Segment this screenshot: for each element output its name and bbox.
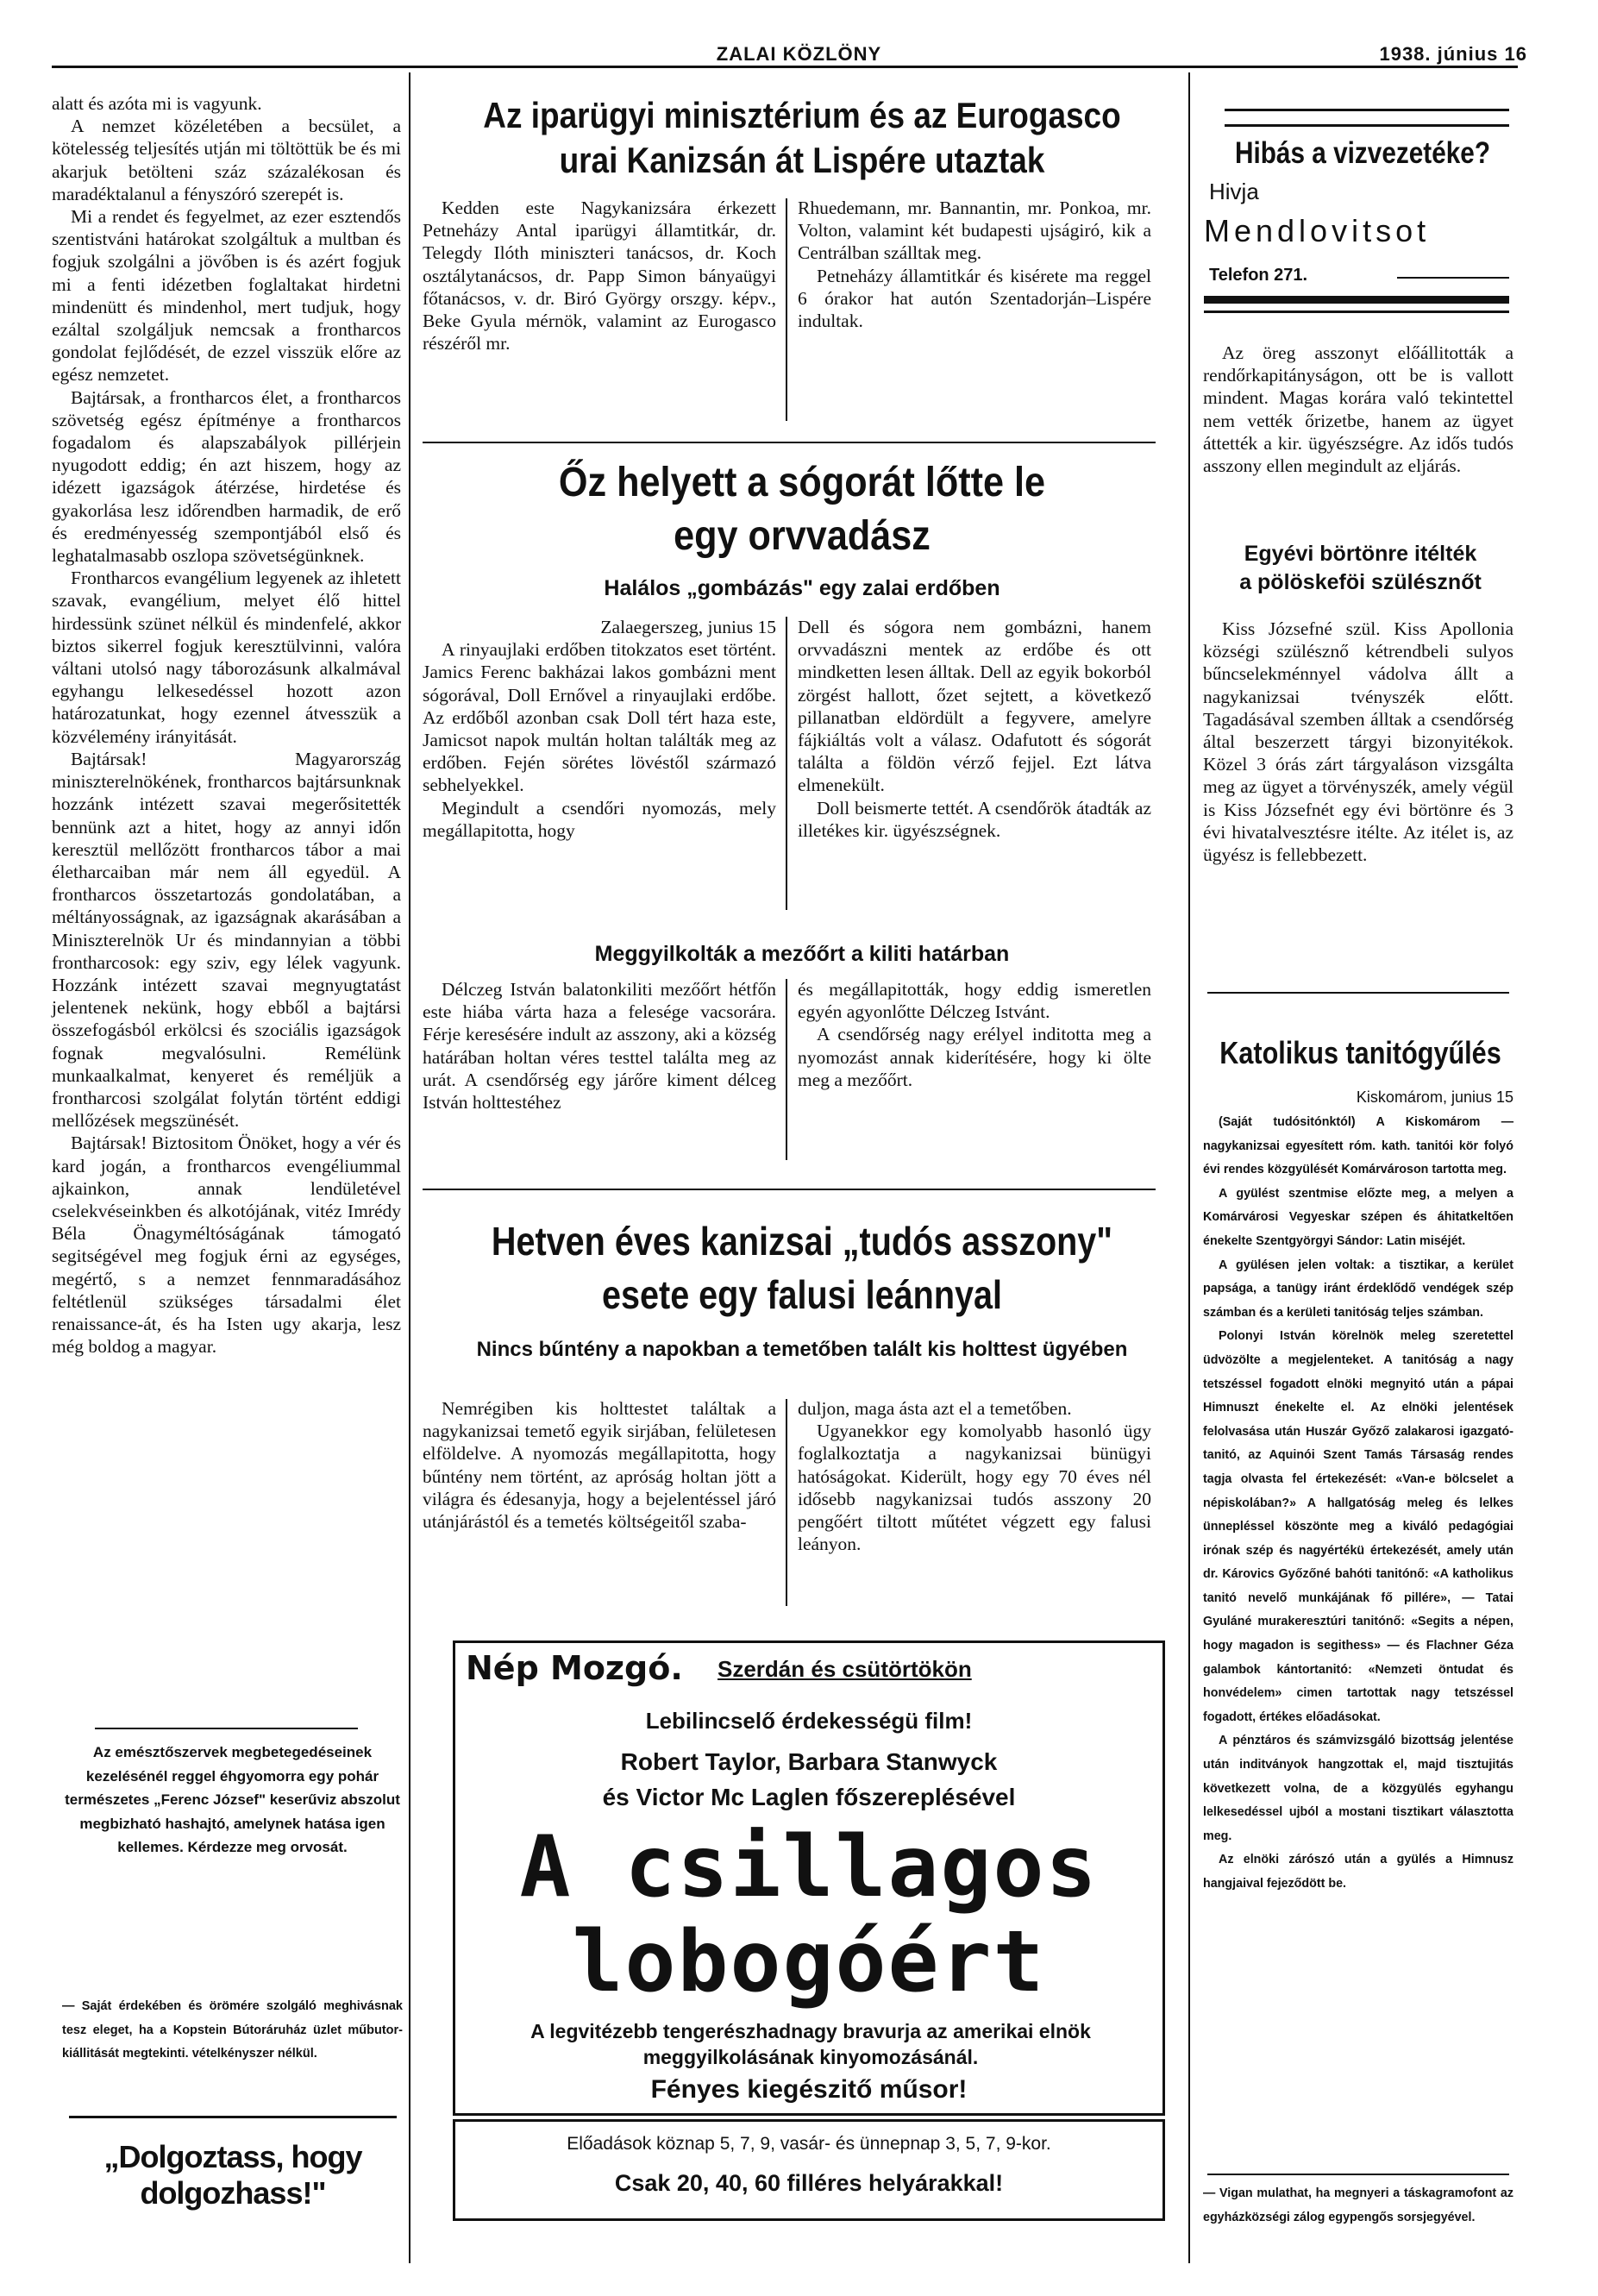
double-rule (1225, 124, 1509, 127)
editorial-paragraph: Bajtársak! Biztositom Önöket, hogy a vér és kard jogán, a frontharcos evengéliummal ajkainkon, annak lendületével cselekvéseinkben és alkotójának, vitéz Imrédy Béla Önagyméltóságának támogató segitségével meg fogjuk érni az egységes, megértő, s a nemzet fennmaradásához feltétlenül szükséges társadalmi élet renaissance-át, és ha Isten ugy akarja, lesz még boldog a magyar. (52, 1132, 401, 1358)
subheadline-midwife: Nincs bűntény a napokban a temetőben talált kis holttest ügyében (476, 1338, 1128, 1361)
double-rule (1397, 277, 1509, 279)
double-rule (1204, 296, 1509, 304)
article-midwife-col1: Nemrégiben kis holttestet találtak a nagykanizsai temető egyik sirjában, felületesen elföldelve. A nyomozás megállapitotta, hogy bűntény nem történt, az apróság holtan jött a világra és édesanyja, hogy a bejelentéssel járó utánjárástól és a temetés költségeitől szaba- (423, 1398, 776, 1533)
story-tudos-asszony-end: Az öreg asszonyt előállitották a rendőrkapitányságon, ott be is vallott mindent. Magas korára való tekintettel nem vették őrizetbe, hanem az ügyet áttették a kir. ügyészségre. Az idős tudós asszony ellen megindult az eljárás. (1203, 342, 1513, 477)
subheadline-poacher: Halálos „gombázás" egy zalai erdőben (604, 576, 1000, 600)
separator (423, 442, 1156, 443)
editorial-paragraph: alatt és azóta mi is vagyunk. (52, 93, 262, 114)
editorial-paragraph: Bajtársak, a frontharcos élet, a frontharcos szövetség egész építménye a frontharcos fogadalom és alapszabályok pillérjein nyugodott eddig; én azt hiszem, hogy az idézett igazságok átérzése, hirdetése és gyakorlása lesz időrendben harmadik, de erő és eredményesség szempontjából első és leghatalmasabb oszlopa szövetségünknek. (52, 386, 401, 567)
separator (1207, 992, 1509, 994)
cinema-days: Szerdán és csütörtökön (718, 1656, 972, 1682)
slogan: „Dolgoztass, hogy dolgozhass!" (103, 2139, 362, 2211)
plumbing-ad-headline: Hibás a vizvezetéke? (1234, 136, 1491, 170)
plumber-phone: Telefon 271. (1209, 266, 1308, 285)
separator (95, 1728, 358, 1729)
column-divider (786, 979, 787, 1160)
double-rule (1225, 109, 1509, 111)
double-rule (1204, 311, 1509, 313)
furniture-notice: — Saját érdekében és örömére szolgáló meghivásnak tesz eleget, ha a Kopstein Bútoráruház üzlet műbutor-kiállitását megtekinti. vételkényszer nélkül. (62, 1999, 403, 2061)
issue-date: 1938. június 16 (1379, 43, 1527, 65)
article-poacher-col1: Zalaegerszeg, junius 15 A rinyaujlaki erdőben titokzatos eset történt. Jamics Ferenc bakházai lakos gombázni ment sógorával, Doll Ernővel a rinyaujlaki erdőbe. Az erdőből azonban csak Doll tért haza este, Jamicsot napok multán holtan találták meg az erdőben. Fején sörétes lövéstől származó sebhelyekkel. Megindult a csendőri nyomozás, mely megállapitotta, hogy (423, 617, 776, 841)
article-ministry-col1: Kedden este Nagykanizsára érkezett Petneházy Antal iparügyi államtitkár, dr. Telegdy Ilóth miniszteri tanácsos, dr. Koch osztálytanácsos, dr. Papp Simon bányaügyi főtanácsos, v. dr. Biró György orszgy. képv., Beke Gyula mérnök, valamint az Eurogasco részéről mr. (423, 198, 776, 354)
column-divider (786, 198, 787, 421)
dateline: Kiskomárom, junius 15 (1356, 1088, 1513, 1106)
headline-midwife-sentence-line2: a pölöskeföi szülésznőt (1239, 570, 1482, 594)
column-divider (786, 617, 787, 910)
separator (69, 2116, 397, 2118)
left-editorial (52, 92, 401, 1358)
editorial-paragraph: Frontharcos evangélium legyenek az ihletett szavak, evangélium, melyet élő hittel hirdessünk szünet nélkül és mindenfelé, akkor biztos sikerrel fogjuk keresztülvinni, valóra váltani utolsó nagy táborozásunk alkalmával egyhangu lelkesedéssel hozott azon határozatunkat, hogy ezennel átvesszük a közvélemény irányitását. (52, 568, 401, 747)
article-poacher-col2: Dell és sógora nem gombázni, hanem orvvadászni mentek az erdőbe és ott mindketten lesen álltak. Dell az egyik bokorból zörgést hallott, őzet sejtett, a következő pillanatban eldördült a fegyvere, amelyre fájkiáltás volt a válasz. Odafutott és sógorát találta a földön vérző fejjel. Ezt látva elmenekült. Doll beismerte tettét. A csendőrök átadták az illetékes kir. ügyészségnek. (798, 617, 1151, 841)
article-murder-col2: és megállapitották, hogy eddig ismeretlen egyén agyonlőtte Délczeg Istvánt. A csendőrség nagy erélyel inditotta meg a nyomozást annak kiderítésére, hogy ki ölte meg a mezőőrt. (798, 979, 1151, 1090)
headline-ministry: Az iparügyi minisztérium és az Eurogasco (483, 95, 1121, 135)
headline-midwife: Hetven éves kanizsai „tudós asszony" (491, 1219, 1113, 1264)
lottery-notice: — Vigan mulathat, ha megnyeri a táskagramofont az egyházközségi zálog egypengős sorsjegyével. (1203, 2186, 1513, 2224)
masthead-rule (52, 66, 1518, 68)
headline-poacher-line2: egy orvvadász (674, 513, 931, 559)
headline-poacher: Őz helyett a sógorát lőtte le (558, 460, 1046, 505)
plumbing-ad-call: Hivja (1209, 179, 1259, 204)
cinema-tagline: Lebilincselő érdekességü film! (645, 1708, 973, 1734)
film-title-line2: lobogóért (572, 1913, 1046, 2011)
showtimes: Előadások köznap 5, 7, 9, vasár- és ünnepnap 3, 5, 7, 9-kor. (567, 2134, 1051, 2154)
editorial-paragraph: Mi a rendet és fegyelmet, az ezer esztendős szentistváni határokat szolgáltuk a multban és fogjuk szolgálni a jövőben is és azért fogjuk mi a fenti idézetben foglaltakat hirdetni mindenütt és mindenhol, mert tudjuk, hogy ezáltal szolgáljuk nemcsak a frontharcos gondolat fejlődését, de ezzel visszük előre az egész nemzetet. (52, 206, 401, 386)
cinema-stars-line2: és Victor Mc Laglen főszereplésével (602, 1784, 1016, 1810)
headline-murder: Meggyilkolták a mezőőrt a kiliti határban (594, 942, 1010, 966)
cinema-name: Nép Mozgó. (466, 1649, 683, 1687)
headline-ministry-line2: urai Kanizsán át Lispére utaztak (559, 140, 1045, 180)
editorial-paragraph: Bajtársak! Magyarország miniszterelnökének, frontharcos bajtársunknak hozzánk intézett szavai megerősitették bennünk azt a hitet, hogy az annyi időn keresztül mellőzött frontharcos tábor a mai életharcaiban már nem áll egyedül. A frontharcos összetartozás gondolatában, a méltányosságnak, az igazságnak akarásában a Miniszterelnök Ur és mindannyian a többi frontharcosok: egy sziv, egy lélek vagyunk. Hozzánk intézett szavai megnyugtatást jelentenek nekünk, hogy ebből a bajtársi összefogásból erkölcsi és szociális igazságok fognak megvalósulni. Remélünk munkaalkalmat, kenyeret és reméljük a frontharcosi szolgálat folytán történt eddigi mellőzések megszünését. (52, 748, 401, 1132)
cinema-stars: Robert Taylor, Barbara Stanwyck (620, 1748, 998, 1775)
article-ministry-col2: Rhuedemann, mr. Bannantin, mr. Ponkoa, mr. Volton, valamint két budapesti ujságiró, kik a Centrálban szálltak meg. Petneházy államtitkár és kisérete ma reggel 6 órakor hat autón Szentadorján–Lispére indultak. (798, 198, 1151, 332)
editorial-paragraph: A nemzet közéletében a becsület, a kötelesség teljesítés utján mi töltöttük be és mi akarjuk betölteni száz százalékosan és maradéktalanul a fényszóró szerepét is. (52, 116, 401, 204)
separator (1207, 2174, 1509, 2175)
column-divider (786, 1399, 787, 1606)
article-murder-col1: Délczeg István balatonkiliti mezőőrt hétfőn este hiába várta haza a felesége vacsorára. Férje keresésére indult az asszony, aki a község határában holtan véres testtel találta meg az urát. A csendőrség egy járőre kiment délceg István holttestéhez (423, 979, 776, 1113)
right-column-divider (1188, 72, 1190, 2263)
separator (423, 1189, 1156, 1190)
ticket-prices: Csak 20, 40, 60 filléres helyárakkal! (614, 2170, 1004, 2196)
headline-midwife-line2: esete egy falusi leánnyal (602, 1272, 1002, 1317)
story-teachers-meeting: (Saját tudósitónktól) A Kiskomárom —nagykanizsai egyesített róm. kath. tanitói kör folyó évi rendes közgyülését Komárvároson tartotta meg. A gyülést szentmise előzte meg, a melyen a Komárvárosi Vegyeskar szépen és áhitatkeltően énekelte Szentgyörgyi Sándor: Latin miséjét. A gyülésen jelen voltak: a tisztikar, a kerület papsága, a tanügy iránt érdeklődő vendégek szép számban és a kerületi tanitóság teljes számban. Polonyi István körelnök meleg szeretettel üdvözölte a megjelenteket. A tanitóság a nagy tetszéssel fogadott elnöki megnyitó után a pápai Himnuszt énekelte el. Az elnöki jelentések felolvasása után Huszár Győző zalakarosi igazgató-tanitó, az Aquinói Szent Tamás Társaság rendes tagja olvasta fel értekezését: «Van-e bölcselet a népiskolában?» A hallgatóság meleg és lelkes ünnepléssel köszönte meg a kiváló pedagógiai irónak szép és nagyértékü értekezését, amely után dr. Károvics Győzőné bahóti tanitónő: «A katholikus tanitó nevelő munkájának fő pillére», — Tatai Gyuláné murakeresztúri tanitónő: «Segits a népen, hogy magadon is segithess» — és Flachner Géza galambok kántortanitó: «Nemzeti öntudat és honvédelem» cimen tartottak nagy tetszéssel fogadott, értékes előadásokat. A pénztáros és számvizsgáló bizottság jelentése után inditványok hangzottak el, majd tisztujitás következett volna, de a közgyülés egyhangu lelkesedéssel ujból a mostani tisztikart választotta meg. Az elnöki zárószó után a gyülés a Himnusz hangjaival fejeződött be. (1203, 1115, 1513, 1891)
left-column-divider (409, 72, 410, 2263)
mineral-water-ad: Az emésztőszervek megbetegedéseinek kezelésénél reggel éhgyomorra egy pohár természetes „Ferenc József" keserűviz abszolut megbizható hashajtó, amelynek hatása igen kellemes. Kérdezze meg orvosát. (65, 1744, 400, 1855)
plumber-name: Mendlovitsot (1204, 213, 1431, 248)
film-description: A legvitézebb tengerészhadnagy bravurja az amerikai elnök meggyilkolásának kinyomozásánál. (530, 2020, 1091, 2068)
headline-teachers-meeting: Katolikus tanitógyűlés (1219, 1035, 1501, 1070)
story-midwife-sentence: Kiss Józsefné szül. Kiss Apollonia községi szülésznő kétrendbeli sulyos bűncselekménnyel vádolva állt a nagykanizsai tvényszék előtt. Tagadásával szemben álltak a csendőrség által beszerzett tárgyi bizonyitékok. Közel 3 órás zárt tárgyaláson vizsgálta meg az ügyet a törvényszék, amely végül is Kiss Józsefnét egy évi börtönre és 3 évi hivatalvesztésre itélte. Az itélet is, az ügyész is fellebbezett. (1203, 618, 1513, 866)
supplementary-program: Fényes kiegészitő műsor! (650, 2075, 968, 2104)
headline-midwife-sentence: Egyévi börtönre itélték (1244, 542, 1477, 566)
article-midwife-col2: duljon, maga ásta azt el a temetőben. Ugyanekkor egy komolyabb hasonló ügy foglalkoztatja a nagykanizsai bünügyi hatóságokat. Kiderült, hogy egy 70 éves nél idősebb nagykanizsai tudós asszony 20 pengőért tiltott műtétet végzett egy falusi leányon. (798, 1398, 1151, 1555)
film-title: A csillagos (519, 1818, 1099, 1916)
newspaper-title: ZALAI KÖZLÖNY (716, 43, 882, 65)
